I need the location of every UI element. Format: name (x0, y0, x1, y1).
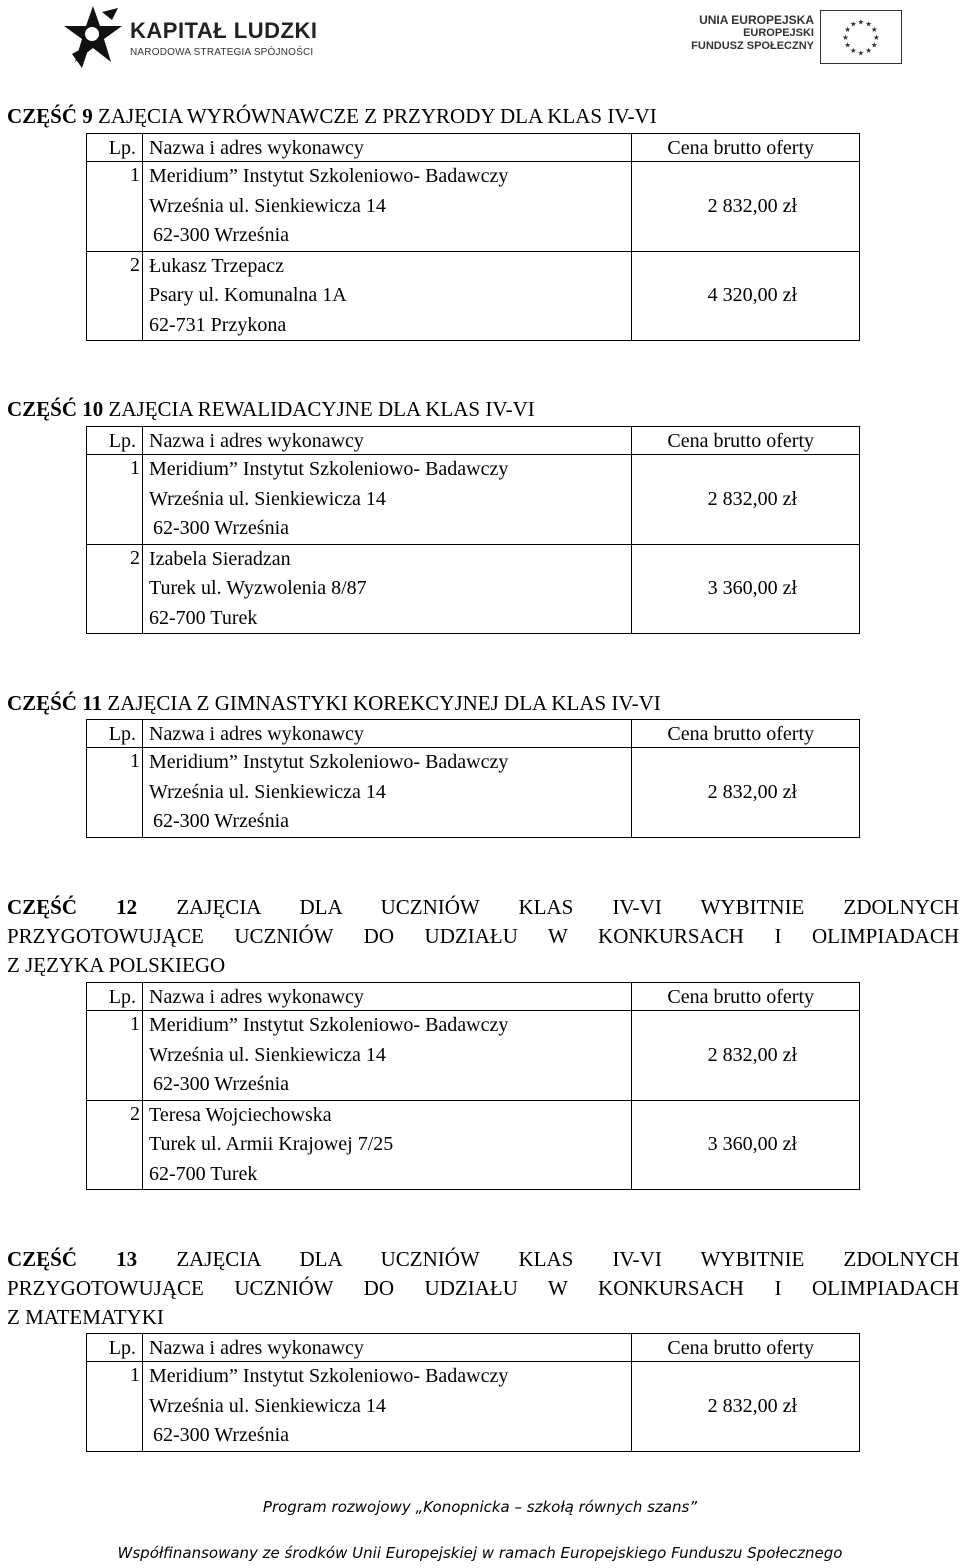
eu-star-icon: ★ (870, 40, 878, 50)
section-title-line (7, 893, 959, 922)
contractor-street: Września ul. Sienkiewicza 14 (149, 487, 386, 510)
table-row (87, 1100, 860, 1190)
row-price: 2 832,00 zł (632, 455, 860, 545)
eu-star-icon: ★ (865, 46, 873, 56)
section-title (7, 893, 959, 980)
row-contractor (143, 1100, 632, 1190)
row-price: 2 832,00 zł (632, 1011, 860, 1101)
section-title-text: ZAJĘCIA DLA UCZNIÓW KLAS IV-VI WYBITNIE ZDOLNYCH (176, 895, 960, 919)
row-contractor (143, 544, 632, 634)
section-title-text: ZAJĘCIA WYRÓWNAWCZE Z PRZYRODY DLA KLAS IV-VI (98, 104, 657, 128)
section-title-text: ZAJĘCIA REWALIDACYJNE DLA KLAS IV-VI (108, 397, 535, 421)
row-contractor (143, 1362, 632, 1452)
offers-table (86, 133, 860, 341)
row-lp (87, 748, 143, 838)
header-price: Cena brutto oferty (632, 1334, 860, 1362)
contractor-street: Września ul. Sienkiewicza 14 (149, 1394, 386, 1417)
header-price: Cena brutto oferty (632, 427, 860, 455)
row-lp-value: 2 (130, 546, 140, 569)
contractor-name: Teresa Wojciechowska (149, 1103, 332, 1126)
row-lp-value: 1 (130, 164, 140, 186)
row-price: 4 320,00 zł (632, 251, 860, 341)
row-price: 2 832,00 zł (632, 162, 860, 252)
header-name: Nazwa i adres wykonawcy (143, 134, 632, 162)
eu-star-icon: ★ (865, 19, 873, 29)
kapital-ludzki-title: KAPITAŁ LUDZKI (130, 18, 318, 43)
header-price: Cena brutto oferty (632, 983, 860, 1011)
eu-logo-line1: UNIA EUROPEJSKA (699, 13, 814, 27)
header-lp: Lp. (87, 1334, 143, 1362)
header-price: Cena brutto oferty (632, 720, 860, 748)
table-row (87, 1362, 860, 1452)
eu-logo-text (691, 14, 814, 53)
row-price: 2 832,00 zł (632, 1362, 860, 1452)
contractor-city: 62-300 Września (153, 517, 290, 539)
section-title-line: Z MATEMATYKI (7, 1305, 164, 1329)
eu-star-icon: ★ (844, 25, 852, 35)
table-header-row (87, 720, 860, 748)
row-contractor (143, 251, 632, 341)
offers-table (86, 426, 860, 634)
section-number: CZĘŚĆ 11 (7, 691, 103, 715)
row-lp (87, 455, 143, 545)
row-lp (87, 544, 143, 634)
contractor-name: Meridium” Instytut Szkoleniowo- Badawczy (149, 1365, 509, 1387)
contractor-street: Turek ul. Armii Krajowej 7/25 (149, 1133, 394, 1155)
header-lp: Lp. (87, 427, 143, 455)
section-number: CZĘŚĆ 9 (7, 104, 93, 128)
contractor-street: Września ul. Sienkiewicza 14 (149, 780, 386, 803)
contractor-city: 62-700 Turek (149, 1162, 258, 1185)
table-row (87, 748, 860, 838)
contractor-city: 62-300 Września (153, 224, 290, 246)
contractor-city: 62-731 Przykona (149, 313, 287, 336)
offers-table (86, 982, 860, 1190)
row-contractor (143, 455, 632, 545)
header-name: Nazwa i adres wykonawcy (143, 1334, 632, 1362)
section-number: CZĘŚĆ 10 (7, 397, 104, 421)
row-lp-value: 1 (130, 1013, 140, 1035)
contractor-name: Meridium” Instytut Szkoleniowo- Badawczy (149, 165, 509, 187)
contractor-street: Psary ul. Komunalna 1A (149, 284, 347, 306)
eu-star-icon: ★ (842, 32, 850, 42)
section-number: CZĘŚĆ 12 (7, 895, 138, 919)
section-title-text: ZAJĘCIA DLA UCZNIÓW KLAS IV-VI WYBITNIE ZDOLNYCH (176, 1247, 960, 1271)
row-lp-value: 1 (130, 750, 140, 772)
row-contractor (143, 1011, 632, 1101)
section-title (7, 395, 959, 424)
footer-program: Program rozwojowy „Konopnicka – szkołą równych szans” (262, 1498, 698, 1516)
contractor-city: 62-700 Turek (149, 606, 258, 629)
table-header-row (87, 427, 860, 455)
eu-star-icon: ★ (870, 25, 878, 35)
contractor-name: Meridium” Instytut Szkoleniowo- Badawczy (149, 458, 509, 480)
section-title-line: PRZYGOTOWUJĄCE UCZNIÓW DO UDZIAŁU W KONKURSACH I OLIMPIADACH (7, 924, 959, 948)
eu-star-icon: ★ (872, 32, 880, 42)
row-lp-value: 1 (130, 1364, 140, 1386)
eu-flag-icon (820, 10, 902, 64)
row-lp-value: 2 (130, 1102, 140, 1125)
offers-table (86, 719, 860, 838)
row-lp (87, 1100, 143, 1190)
eu-star-icon: ★ (857, 17, 865, 27)
row-lp (87, 162, 143, 252)
table-header-row (87, 1334, 860, 1362)
section-title-line: Z JĘZYKA POLSKIEGO (7, 953, 226, 977)
header-price: Cena brutto oferty (632, 134, 860, 162)
footer-cofinancing: Współfinansowany ze środków Unii Europejskiej w ramach Europejskiego Funduszu Społecznego (117, 1544, 843, 1562)
header-name: Nazwa i adres wykonawcy (143, 720, 632, 748)
table-row (87, 1011, 860, 1101)
eu-logo (691, 10, 902, 68)
kapital-ludzki-subtitle: NARODOWA STRATEGIA SPÓJNOŚCI (130, 47, 314, 58)
table-row (87, 455, 860, 545)
contractor-city: 62-300 Września (153, 1424, 290, 1446)
contractor-name: Izabela Sieradzan (149, 547, 291, 570)
eu-star-icon: ★ (844, 40, 852, 50)
contractor-street: Turek ul. Wyzwolenia 8/87 (149, 577, 367, 599)
row-lp (87, 1362, 143, 1452)
offers-table (86, 1333, 860, 1452)
section-number: CZĘŚĆ 13 (7, 1247, 138, 1271)
header-name: Nazwa i adres wykonawcy (143, 983, 632, 1011)
table-row (87, 251, 860, 341)
header-lp: Lp. (87, 134, 143, 162)
table-row (87, 544, 860, 634)
section-title (7, 1245, 959, 1332)
section-title-line: PRZYGOTOWUJĄCE UCZNIÓW DO UDZIAŁU W KONKURSACH I OLIMPIADACH (7, 1276, 959, 1300)
row-lp-value: 1 (130, 457, 140, 479)
page-header (0, 0, 960, 80)
kapital-ludzki-star-icon (62, 4, 124, 70)
table-header-row (87, 983, 860, 1011)
row-lp (87, 1011, 143, 1101)
row-contractor (143, 162, 632, 252)
kapital-ludzki-logo (62, 4, 318, 70)
header-name: Nazwa i adres wykonawcy (143, 427, 632, 455)
row-price: 3 360,00 zł (632, 1100, 860, 1190)
row-lp-value: 2 (130, 253, 140, 276)
table-row (87, 162, 860, 252)
eu-logo-line2: EUROPEJSKI (743, 27, 814, 39)
row-price: 3 360,00 zł (632, 544, 860, 634)
contractor-city: 62-300 Września (153, 810, 290, 832)
section-title (7, 689, 959, 718)
contractor-city: 62-300 Września (153, 1073, 290, 1095)
row-price: 2 832,00 zł (632, 748, 860, 838)
section-title-line (7, 1245, 959, 1274)
contractor-street: Września ul. Sienkiewicza 14 (149, 1043, 386, 1066)
eu-star-icon: ★ (849, 19, 857, 29)
row-lp (87, 251, 143, 341)
eu-star-icon: ★ (849, 46, 857, 56)
header-lp: Lp. (87, 720, 143, 748)
table-header-row (87, 134, 860, 162)
header-lp: Lp. (87, 983, 143, 1011)
contractor-name: Łukasz Trzepacz (149, 254, 284, 277)
contractor-name: Meridium” Instytut Szkoleniowo- Badawczy (149, 751, 509, 773)
contractor-name: Meridium” Instytut Szkoleniowo- Badawczy (149, 1014, 509, 1036)
contractor-street: Września ul. Sienkiewicza 14 (149, 194, 386, 217)
eu-star-icon: ★ (857, 48, 865, 58)
section-title (7, 102, 959, 131)
row-contractor (143, 748, 632, 838)
eu-logo-line3: FUNDUSZ SPOŁECZNY (691, 40, 814, 52)
section-title-text: ZAJĘCIA Z GIMNASTYKI KOREKCYJNEJ DLA KLAS IV-VI (107, 691, 661, 715)
